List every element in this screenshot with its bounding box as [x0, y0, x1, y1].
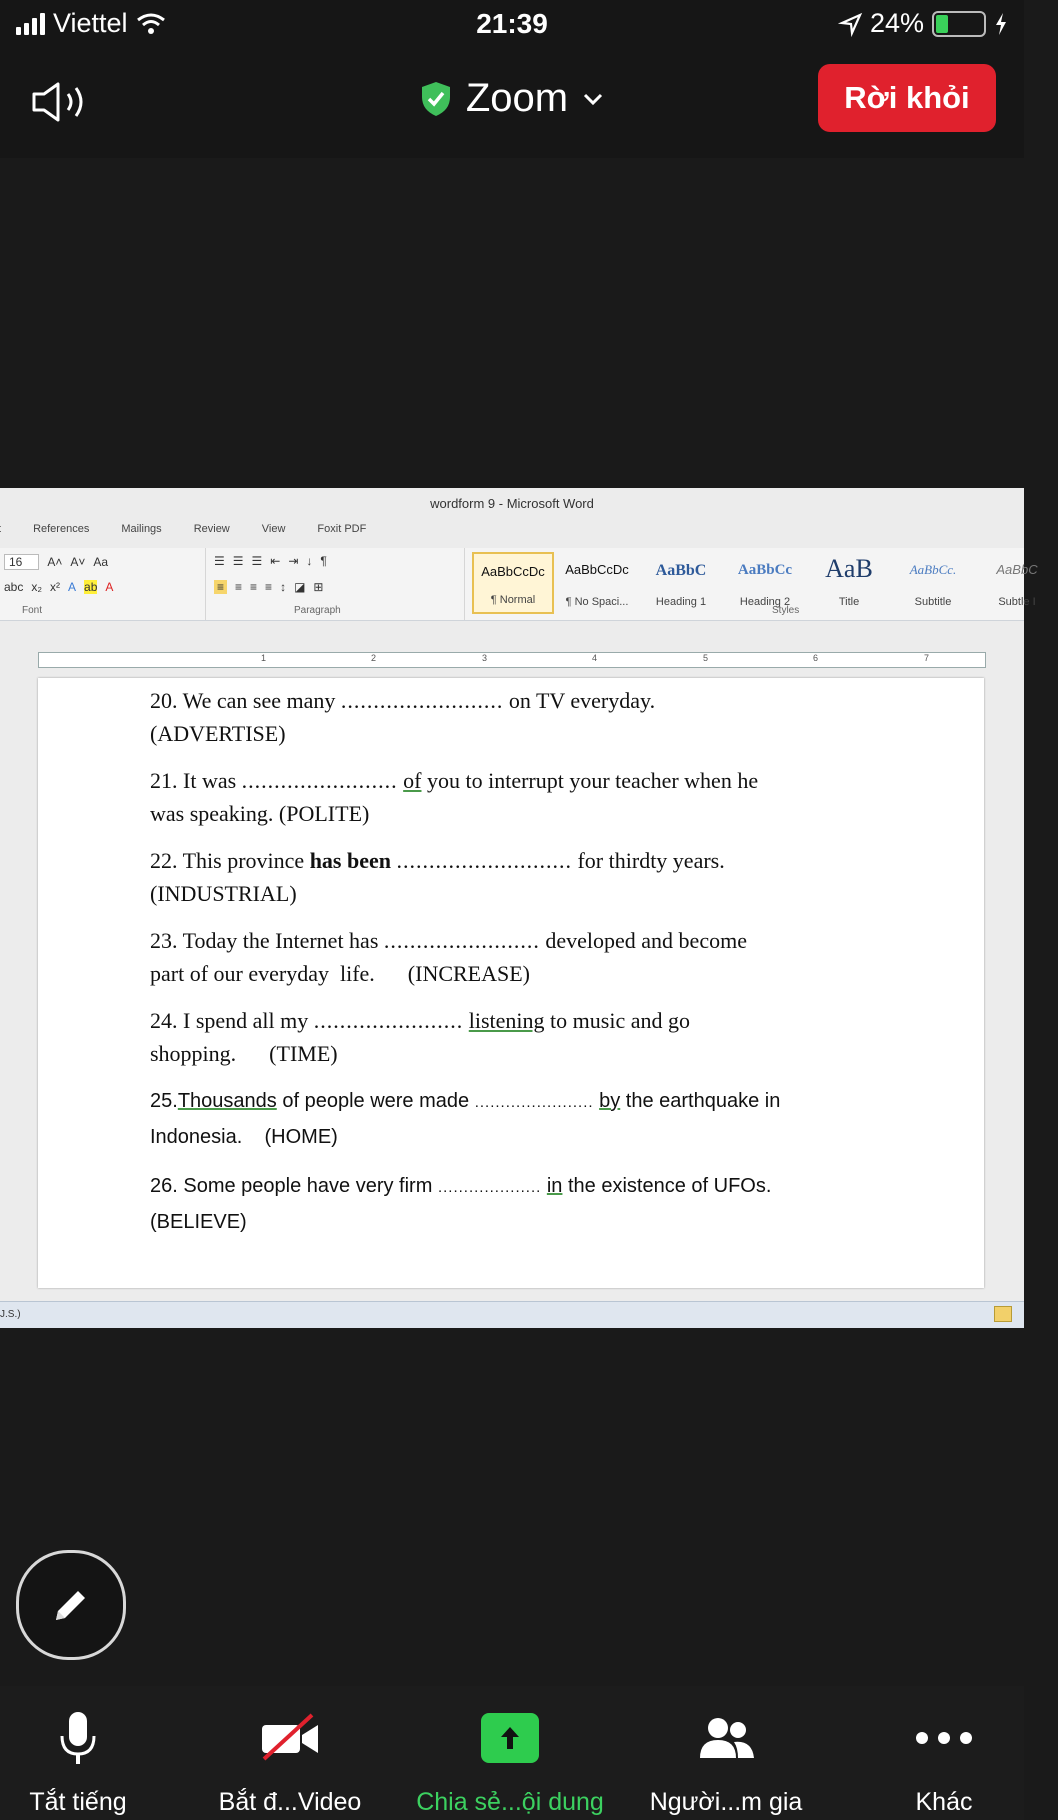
paragraph-group-label: Paragraph	[294, 605, 341, 616]
style-heading-1-preview: AaBbC	[655, 562, 707, 579]
q-hint: (ADVERTISE)	[150, 721, 286, 746]
q-text: 21. It was	[150, 768, 237, 793]
start-video-button[interactable]	[190, 1706, 390, 1817]
ruler-number: 4	[592, 653, 598, 663]
styles-group-label: Styles	[772, 605, 800, 616]
location-arrow-icon	[840, 13, 862, 35]
strikethrough-icon[interactable]: abc	[4, 580, 24, 594]
numbering-icon[interactable]: ☰	[232, 554, 244, 568]
q-text: you to interrupt your teacher when he	[421, 768, 759, 793]
q-text: to music and go	[544, 1008, 690, 1033]
style-heading-1[interactable]	[640, 552, 722, 614]
answer-blank: ........................	[383, 928, 540, 953]
q-hint: Indonesia. (HOME)	[150, 1126, 338, 1148]
font-group	[0, 548, 200, 620]
share-content-button[interactable]	[410, 1706, 610, 1817]
style-subtitle-preview: AaBbCc.	[909, 562, 957, 577]
answer-blank: ....................	[437, 1179, 542, 1196]
style-title-preview: AaB	[825, 554, 873, 583]
start-video-label: Bắt đ...Video	[218, 1788, 362, 1816]
document-page[interactable]	[38, 678, 984, 1288]
print-layout-icon[interactable]	[994, 1306, 1012, 1322]
grow-font-icon[interactable]: A˄	[47, 555, 63, 569]
leave-button[interactable]: Rời khỏi	[818, 64, 996, 132]
meeting-header	[0, 52, 1024, 158]
more-icon	[916, 1732, 972, 1744]
style-normal-name: ¶ Normal	[490, 594, 536, 606]
align-left-icon[interactable]: ≡	[214, 580, 227, 594]
font-color-icon[interactable]: A	[105, 580, 114, 594]
answer-blank: ........................	[241, 768, 398, 793]
q-text-underlined: of	[403, 768, 422, 793]
style-subtitle[interactable]	[892, 552, 974, 614]
ruler-number: 1	[261, 653, 267, 663]
style-subtle-preview: AaBbC	[996, 562, 1038, 577]
ruler[interactable]	[38, 652, 986, 668]
ruler-number: 3	[482, 653, 488, 663]
q-text-underlined: in	[546, 1175, 563, 1197]
bullets-icon[interactable]: ☰	[214, 554, 225, 568]
meeting-toolbar	[0, 1686, 1024, 1820]
q-text: for thirdty years.	[577, 848, 725, 873]
clock: 21:39	[476, 8, 548, 39]
ruler-number: 2	[371, 653, 377, 663]
highlight-icon[interactable]: ab	[84, 580, 98, 594]
style-subtle-name: Subtle I	[998, 596, 1036, 608]
shading-icon[interactable]: ◪	[294, 580, 306, 594]
q-text: developed and become	[545, 928, 747, 953]
question-25	[150, 1084, 880, 1155]
text-effects-icon[interactable]: A	[68, 580, 77, 594]
style-normal[interactable]	[472, 552, 554, 614]
style-heading-2-name: Heading 2	[739, 596, 791, 608]
pilcrow-icon[interactable]: ¶	[320, 554, 327, 568]
style-heading-1-name: Heading 1	[655, 596, 707, 608]
more-label: Khác	[915, 1788, 973, 1816]
style-title[interactable]	[808, 552, 890, 614]
font-size-select[interactable]: 16	[4, 554, 39, 570]
q-hint: shopping. (TIME)	[150, 1041, 338, 1066]
q-text-underlined: Thousands	[177, 1090, 277, 1112]
shrink-font-icon[interactable]: A˅	[70, 555, 86, 569]
video-off-icon	[258, 1713, 322, 1763]
participants-label: Người...m gia	[649, 1788, 803, 1816]
paragraph-group	[205, 548, 465, 620]
annotate-button[interactable]	[16, 1550, 126, 1660]
q-text: 24. I spend all my	[150, 1008, 309, 1033]
tab-references[interactable]: References	[33, 523, 90, 535]
change-case-icon[interactable]: Aa	[93, 555, 109, 569]
shared-screen	[0, 488, 1038, 1328]
q-text: 20. We can see many	[150, 688, 336, 713]
line-spacing-icon[interactable]: ↕	[280, 580, 287, 594]
q-text: on TV everyday.	[508, 688, 656, 713]
q-hint: was speaking. (POLITE)	[150, 801, 370, 826]
style-subtitle-name: Subtitle	[914, 596, 952, 608]
style-subtle[interactable]	[976, 552, 1058, 614]
mute-button[interactable]	[0, 1706, 178, 1817]
multilevel-list-icon[interactable]: ☰	[251, 554, 263, 568]
share-content-label: Chia sẻ...ội dung	[416, 1788, 604, 1816]
shield-check-icon	[420, 81, 452, 117]
align-right-icon[interactable]: ≡	[250, 580, 258, 594]
question-23	[150, 924, 880, 990]
word-status-bar	[0, 1301, 1024, 1328]
pencil-icon	[48, 1582, 94, 1628]
carrier-label: Viettel	[53, 8, 128, 38]
mute-label: Tắt tiếng	[29, 1788, 127, 1816]
ribbon-tabs	[0, 523, 366, 535]
question-20	[150, 684, 880, 750]
q-text: the existence of UFOs.	[562, 1175, 772, 1197]
subscript-icon[interactable]: x₂	[31, 580, 43, 594]
ruler-number: 6	[813, 653, 819, 663]
sort-icon[interactable]: ↓	[306, 554, 313, 568]
answer-blank: .......................	[313, 1008, 464, 1033]
styles-gallery	[472, 552, 1058, 614]
increase-indent-icon[interactable]: ⇥	[288, 554, 299, 568]
decrease-indent-icon[interactable]: ⇤	[270, 554, 281, 568]
q-hint: (BELIEVE)	[150, 1211, 247, 1233]
font-group-label: Font	[22, 605, 43, 616]
q-text-underlined: by	[599, 1090, 621, 1112]
answer-blank: .........................	[340, 688, 504, 713]
battery-icon	[932, 11, 986, 37]
tab-foxit-pdf[interactable]: Foxit PDF	[317, 523, 367, 535]
tab-partial[interactable]	[0, 523, 1, 535]
q-text-underlined: listening	[468, 1008, 545, 1033]
borders-icon[interactable]: ⊞	[313, 580, 324, 594]
answer-blank: .......................	[474, 1094, 594, 1111]
language-indicator[interactable]: J.S.)	[0, 1309, 21, 1320]
style-heading-2-preview: AaBbCc	[737, 562, 793, 578]
ruler-number: 5	[703, 653, 709, 663]
q-text-bold: has been	[309, 848, 391, 873]
document-text	[150, 684, 880, 1254]
q-text: of people were made	[276, 1090, 475, 1112]
share-arrow-icon	[481, 1713, 539, 1763]
q-text: 25.	[150, 1090, 178, 1112]
chevron-down-icon	[582, 92, 604, 106]
q-hint: part of our everyday life. (INCREASE)	[150, 961, 531, 986]
question-21	[150, 764, 880, 830]
style-title-name: Title	[838, 596, 860, 608]
more-button[interactable]	[844, 1706, 1044, 1817]
participants-button[interactable]	[626, 1706, 826, 1817]
tab-review[interactable]: Review	[193, 523, 230, 535]
q-text: 22. This province	[150, 848, 305, 873]
microphone-icon	[58, 1710, 98, 1766]
question-24	[150, 1004, 880, 1070]
q-text: 23. Today the Internet has	[150, 928, 379, 953]
charging-icon	[994, 12, 1008, 36]
window-title: wordform 9 - Microsoft Word	[430, 496, 594, 511]
answer-blank: ...........................	[396, 848, 572, 873]
justify-icon[interactable]: ≡	[265, 580, 273, 594]
ribbon	[0, 548, 1038, 621]
q-text: 26. Some people have very firm	[150, 1175, 433, 1197]
tab-mailings[interactable]: Mailings	[121, 523, 162, 535]
align-center-icon[interactable]: ≡	[235, 580, 243, 594]
style-no-spacing-name: ¶ No Spaci...	[565, 596, 629, 608]
question-22	[150, 844, 880, 910]
ruler-number: 7	[924, 653, 930, 663]
tab-view[interactable]: View	[261, 523, 286, 535]
question-26	[150, 1169, 880, 1240]
meeting-title-label: Zoom	[465, 76, 569, 120]
q-text: the earthquake in	[620, 1090, 781, 1112]
style-no-spacing[interactable]	[556, 552, 638, 614]
q-hint: (INDUSTRIAL)	[150, 881, 297, 906]
status-bar	[0, 0, 1024, 52]
superscript-icon[interactable]: x²	[50, 580, 61, 594]
battery-percent: 24%	[869, 8, 924, 38]
style-no-spacing-preview: AaBbCcDc	[565, 562, 629, 577]
style-normal-preview: AaBbCcDc	[481, 564, 545, 579]
participants-icon	[694, 1714, 758, 1762]
